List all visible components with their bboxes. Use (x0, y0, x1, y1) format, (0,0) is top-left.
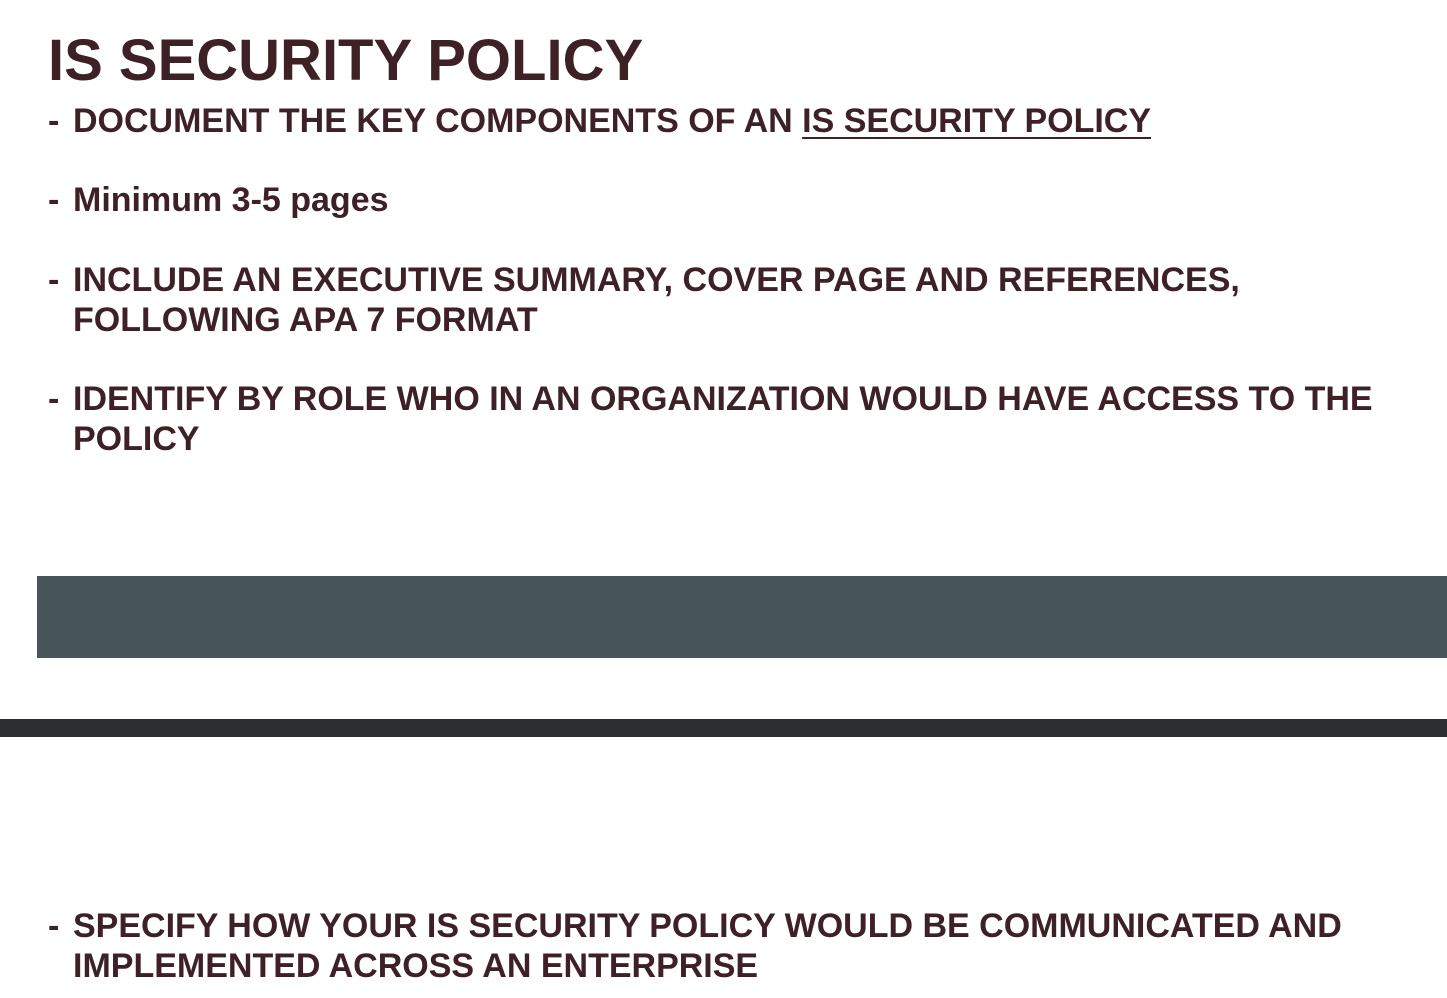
bullet-text-prefix: DOCUMENT THE KEY COMPONENTS OF AN (73, 102, 803, 140)
bullet-dash: - (48, 907, 60, 945)
bullet-text (73, 907, 1342, 986)
bullet-text: Minimum 3-5 pages (73, 181, 389, 219)
bullet-item (48, 261, 1240, 340)
bullet-dash: - (48, 181, 60, 219)
bullet-text (73, 380, 1373, 459)
bullet-text (73, 261, 1240, 340)
bullet-item (48, 181, 389, 221)
divider-rule (0, 719, 1447, 737)
page-title: IS SECURITY POLICY (48, 28, 644, 93)
bullet-dash: - (48, 261, 60, 299)
bullet-text (73, 102, 1151, 142)
section-band (37, 576, 1447, 658)
bullet-item (48, 907, 1342, 986)
bullet-item (48, 102, 1151, 142)
bullet-line: IDENTIFY BY ROLE WHO IN AN ORGANIZATION WOULD HAVE ACCESS TO THE (73, 380, 1373, 418)
bullet-item (48, 380, 1373, 459)
bullet-line: SPECIFY HOW YOUR IS SECURITY POLICY WOULD BE COMMUNICATED AND (73, 907, 1342, 945)
bullet-dash: - (48, 102, 60, 140)
bullet-dash: - (48, 380, 60, 418)
bullet-line: INCLUDE AN EXECUTIVE SUMMARY, COVER PAGE AND REFERENCES, (73, 261, 1240, 299)
bullet-line: IMPLEMENTED ACROSS AN ENTERPRISE (73, 946, 759, 985)
bullet-line: FOLLOWING APA 7 FORMAT (73, 300, 538, 339)
bullet-line: POLICY (73, 419, 200, 458)
is-security-policy-link[interactable]: IS SECURITY POLICY (802, 102, 1152, 140)
